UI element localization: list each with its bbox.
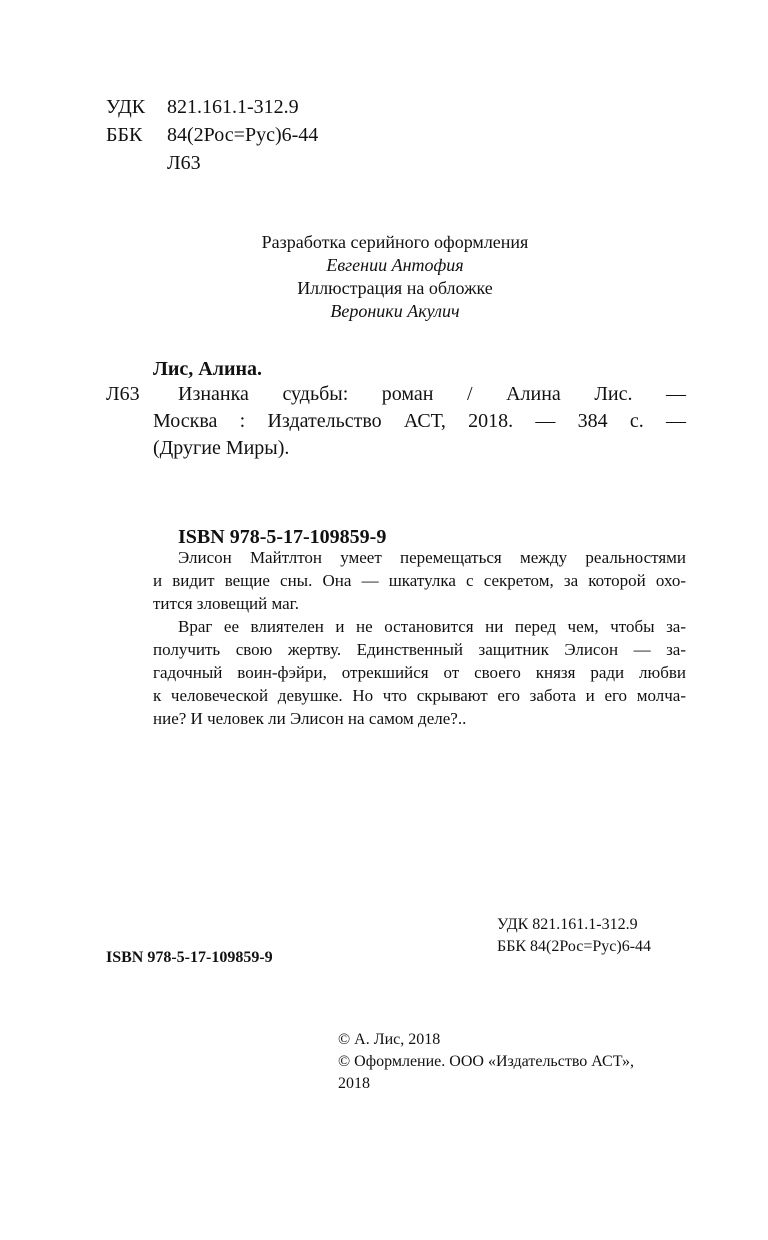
illustration-line: Иллюстрация на обложке xyxy=(297,278,493,298)
copyright-author: © А. Лис, 2018 xyxy=(338,1031,441,1048)
author-mark: Л63 xyxy=(167,152,201,174)
footer-udk: УДК 821.161.1-312.9 xyxy=(497,916,638,933)
isbn-main: ISBN 978-5-17-109859-9 xyxy=(178,526,387,548)
annotation-line: гадочный воин-фэйри, отрекшийся от своего князя ради любви xyxy=(153,663,686,682)
biblio-line-1: Изнанка судьбы: роман / Алина Лис. — xyxy=(178,383,686,405)
annotation-line: получить свою жертву. Единственный защитник Элисон — за- xyxy=(153,640,686,659)
annotation-line: к человеческой девушке. Но что скрывают его забота и его молча- xyxy=(153,686,686,705)
annotation xyxy=(153,546,686,730)
copyright-year: 2018 xyxy=(338,1075,370,1092)
biblio-author: Лис, Алина. xyxy=(153,358,263,380)
udk-value: 821.161.1-312.9 xyxy=(167,96,299,118)
annotation-line: и видит вещие сны. Она — шкатулка с секретом, за которой охо- xyxy=(153,571,686,590)
biblio-mark: Л63 xyxy=(106,383,140,405)
copyright-design: © Оформление. ООО «Издательство АСТ», xyxy=(338,1053,635,1070)
biblio-line-3: (Другие Миры). xyxy=(153,437,290,459)
annotation-line: Враг ее влиятелен и не остановится ни перед чем, чтобы за- xyxy=(178,617,686,636)
credits xyxy=(200,231,590,323)
annotation-line: тится зловещий маг. xyxy=(153,594,299,613)
udk-row xyxy=(106,93,299,121)
bbk-label: ББК xyxy=(106,124,143,146)
biblio-line-2: Москва : Издательство АСТ, 2018. — 384 с. — xyxy=(153,410,686,432)
design-line: Разработка серийного оформления xyxy=(261,232,529,252)
illustration-name: Вероники Акулич xyxy=(330,301,460,321)
design-name: Евгении Антофия xyxy=(326,255,464,275)
bbk-value: 84(2Рос=Рус)6-44 xyxy=(167,124,319,146)
bbk-row xyxy=(106,121,318,149)
annotation-line: ние? И человек ли Элисон на самом деле?.. xyxy=(153,709,467,728)
udk-label: УДК xyxy=(106,96,146,118)
footer-bbk: ББК 84(2Рос=Рус)6-44 xyxy=(497,938,652,955)
footer-isbn: ISBN 978-5-17-109859-9 xyxy=(106,949,273,966)
annotation-line: Элисон Майтлтон умеет перемещаться между реальностями xyxy=(178,548,686,567)
